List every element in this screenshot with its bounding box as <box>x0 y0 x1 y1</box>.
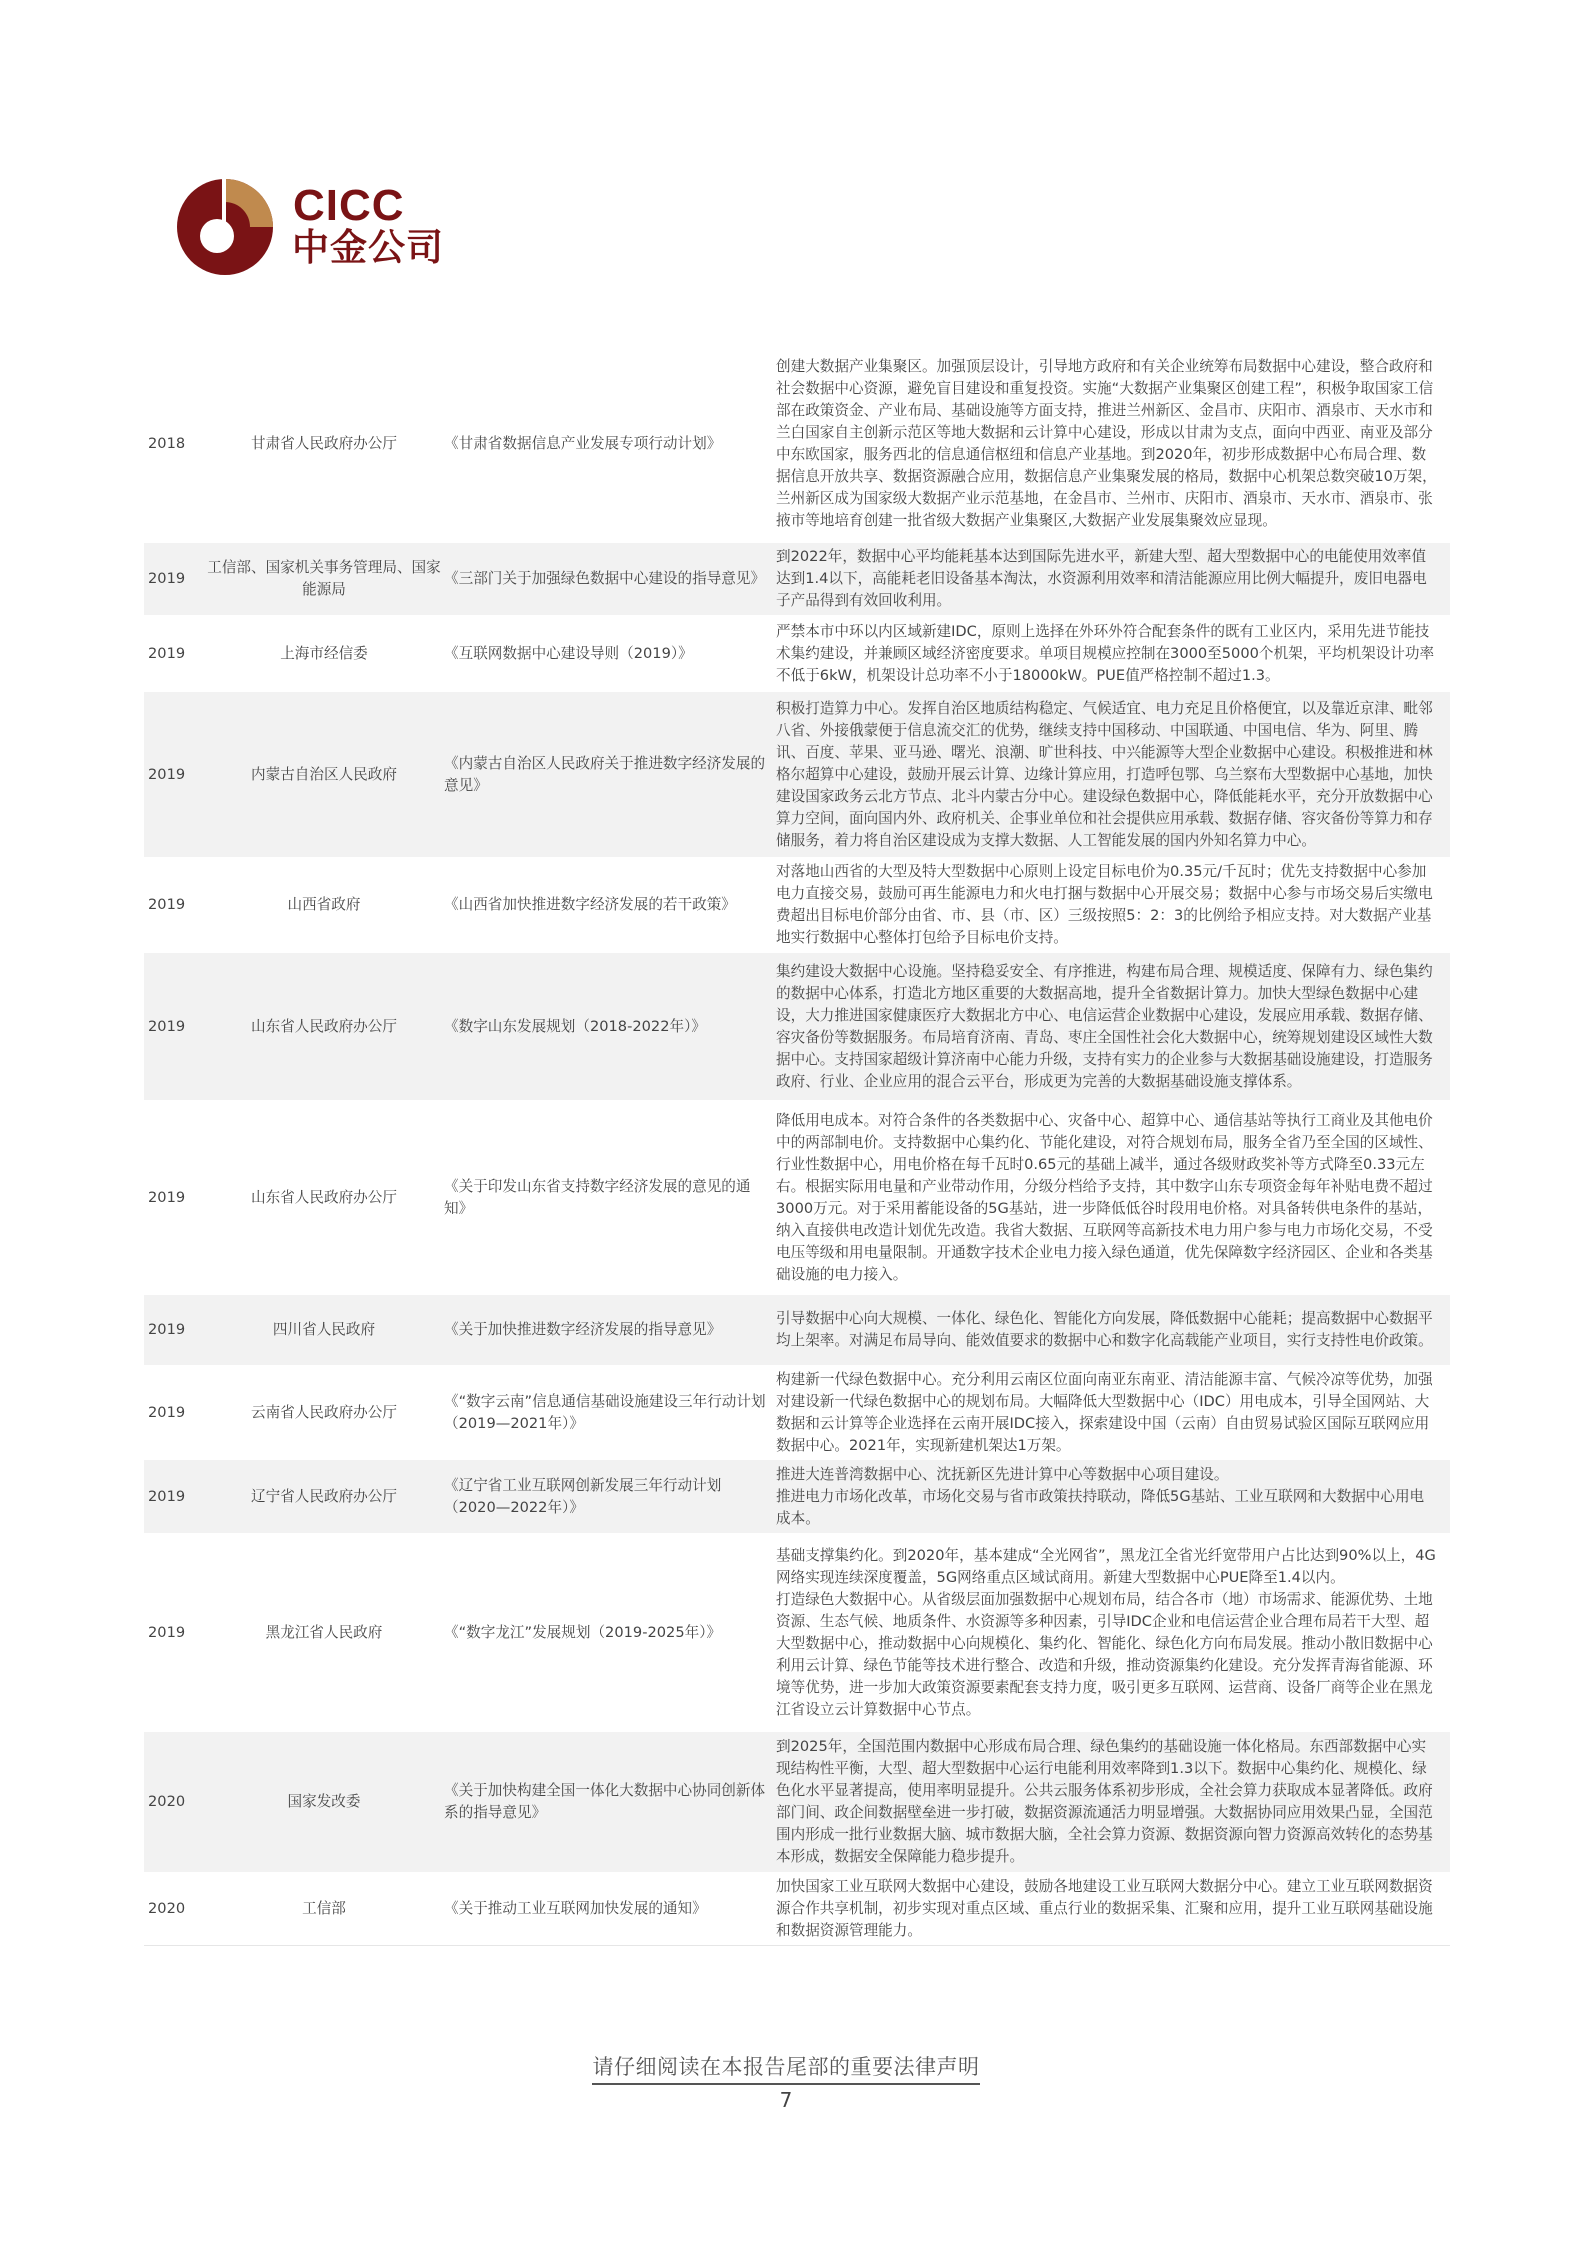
cicc-logo <box>170 170 470 280</box>
year-cell: 2019 <box>148 1017 186 1035</box>
org-cell: 云南省人民政府办公厅 <box>251 1403 397 1421</box>
year-cell: 2020 <box>148 1899 186 1917</box>
year-cell: 2019 <box>148 765 186 783</box>
year-cell: 2019 <box>148 1321 186 1338</box>
document-cell: 《山西省加快推进数字经济发展的若干政策》 <box>444 896 736 913</box>
cicc-logo-mark-icon <box>170 170 280 280</box>
year-cell: 2019 <box>148 1623 186 1641</box>
org-cell: 山东省人民政府办公厅 <box>251 1017 397 1035</box>
page-number: 7 <box>779 2088 793 2112</box>
document-cell: 《关于印发山东省支持数字经济发展的意见的通知》 <box>444 1177 751 1217</box>
policy-table <box>144 345 1450 1946</box>
logo-text-cn: 中金公司 <box>292 226 444 269</box>
table-row <box>144 1533 1450 1732</box>
table-row <box>144 953 1450 1100</box>
table-row <box>144 692 1450 857</box>
org-cell: 黑龙江省人民政府 <box>265 1623 383 1641</box>
year-cell: 2018 <box>148 435 186 452</box>
description-cell: 到2025年，全国范围内数据中心形成布局合理、绿色集约的基础设施一体化格局。东西部数据中心实现结构性平衡，大型、超大型数据中心运行电能利用效率降到1.3以下。数据中心集约化、规模化、绿色化水平显著提高，使用率明显提升。公共云服务体系初步形成，全社会算力获取成本显著降低。政府部门间、政企间数据壁垒进一步打破，数据资源流通活力明显增强。大数据协同应用效果凸显，全国范围内形成一批行业数据大脑、城市数据大脑，全社会算力资源、数据资源向智力资源高效转化的态势基本形成，数据安全保障能力稳步提升。 <box>776 1738 1433 1865</box>
table-row <box>144 543 1450 615</box>
year-cell: 2019 <box>148 896 186 913</box>
year-cell: 2019 <box>148 570 186 587</box>
legal-notice: 请仔细阅读在本报告尾部的重要法律声明 <box>592 2051 980 2085</box>
document-cell: 《关于推动工业互联网加快发展的通知》 <box>444 1899 707 1917</box>
org-cell: 内蒙古自治区人民政府 <box>251 765 397 783</box>
table-row <box>144 1732 1450 1872</box>
table-row <box>144 345 1450 543</box>
document-cell: 《数字山东发展规划（2018-2022年）》 <box>444 1017 706 1035</box>
org-cell: 辽宁省人民政府办公厅 <box>251 1487 397 1505</box>
document-cell: 《甘肃省数据信息产业发展专项行动计划》 <box>444 435 722 452</box>
description-cell: 引导数据中心向大规模、一体化、绿色化、智能化方向发展，降低数据中心能耗；提高数据中心数据平均上架率。对满足布局导向、能效值要求的数据中心和数字化高载能产业项目，实行支持性电价政策。 <box>776 1310 1433 1349</box>
table-row <box>144 1460 1450 1533</box>
description-cell: 推进大连普湾数据中心、沈抚新区先进计算中心等数据中心项目建设。 推进电力市场化改革，市场化交易与省市政策扶持联动，降低5G基站、工业互联网和大数据中心用电成本。 <box>776 1465 1425 1527</box>
table-row <box>144 615 1450 692</box>
org-cell: 工信部、国家机关事务管理局、国家能源局 <box>207 559 441 598</box>
description-cell: 加快国家工业互联网大数据中心建设，鼓励各地建设工业互联网大数据分中心。建立工业互联网数据资源合作共享机制，初步实现对重点区域、重点行业的数据采集、汇聚和应用，提升工业互联网基础设施和数据资源管理能力。 <box>776 1877 1433 1939</box>
year-cell: 2019 <box>148 1487 186 1505</box>
document-cell: 《互联网数据中心建设导则（2019）》 <box>444 644 693 662</box>
year-cell: 2019 <box>148 1188 186 1206</box>
table-row <box>144 1100 1450 1295</box>
table-row <box>144 1295 1450 1365</box>
document-cell: 《关于加快构建全国一体化大数据中心协同创新体系的指导意见》 <box>444 1782 766 1821</box>
table-row <box>144 1872 1450 1945</box>
description-cell: 集约建设大数据中心设施。坚持稳妥安全、有序推进，构建布局合理、规模适度、保障有力、绿色集约的数据中心体系，打造北方地区重要的大数据高地，提升全省数据计算力。加快大型绿色数据中心建设，大力推进国家健康医疗大数据北方中心、电信运营企业数据中心建设，发展应用承载、数据存储、容灾备份等数据服务。布局培育济南、青岛、枣庄全国性社会化大数据中心，统筹规划建设区域性大数据中心。支持国家超级计算济南中心能力升级，支持有实力的企业参与大数据基础设施建设，打造服务政府、行业、企业应用的混合云平台，形成更为完善的大数据基础设施支撑体系。 <box>776 962 1433 1090</box>
document-cell: 《关于加快推进数字经济发展的指导意见》 <box>444 1321 722 1338</box>
logo-text-en: CICC <box>293 181 405 230</box>
description-cell: 创建大数据产业集聚区。加强顶层设计，引导地方政府和有关企业统筹布局数据中心建设，整合政府和社会数据中心资源，避免盲目建设和重复投资。实施“大数据产业集聚区创建工程”，积极争取国家工信部在政策资金、产业布局、基础设施等方面支持，推进兰州新区、金昌市、庆阳市、酒泉市、天水市和兰白国家自主创新示范区等地大数据和云计算中心建设，形成以甘肃为支点，面向中西亚、南亚及部分中东欧国家，服务西北的信息通信枢纽和信息产业基地。到2020年，初步形成数据中心布局合理、数据信息开放共享、数据资源融合应用，数据信息产业集聚发展的格局，数据中心机架总数突破10万架，兰州新区成为国家级大数据产业示范基地，在金昌市、兰州市、庆阳市、酒泉市、天水市、酒泉市、张掖市等地培育创建一批省级大数据产业集聚区,大数据产业发展集聚效应显现。 <box>776 358 1437 529</box>
org-cell: 甘肃省人民政府办公厅 <box>251 435 397 452</box>
year-cell: 2020 <box>148 1793 186 1810</box>
org-cell: 上海市经信委 <box>280 644 368 662</box>
table-row <box>144 857 1450 953</box>
document-cell: 《“数字龙江”发展规划（2019-2025年）》 <box>444 1623 722 1641</box>
table-row <box>144 1365 1450 1460</box>
description-cell: 构建新一代绿色数据中心。充分利用云南区位面向南亚东南亚、清洁能源丰富、气候冷凉等优势，加强对建设新一代绿色数据中心的规划布局。大幅降低大型数据中心（IDC）用电成本，引导全国网站、大数据和云计算等企业选择在云南开展IDC接入，探索建设中国（云南）自由贸易试验区国际互联网应用数据中心。2021年，实现新建机架达1万架。 <box>776 1370 1433 1454</box>
document-cell: 《辽宁省工业互联网创新发展三年行动计划（2020—2022年）》 <box>444 1476 722 1516</box>
year-cell: 2019 <box>148 1403 186 1421</box>
description-cell: 基础支撑集约化。到2020年，基本建成“全光网省”，黑龙江全省光纤宽带用户占比达到90%以上，4G网络实现连续深度覆盖，5G网络重点区域试商用。新建大型数据中心PUE降至1.4以内。 打造绿色大数据中心。从省级层面加强数据中心规划布局，结合各市（地）市场需求、能源优势、土地资源、生态气候、地质条件、水资源等多种因素，引导IDC企业和电信运营企业合理布局若干大型、超大型数据中心，推动数据中心向规模化、集约化、智能化、绿色化方向布局发展。推动小散旧数据中心利用云计算、绿色节能等技术进行整合、改造和升级，推动资源集约化建设。充分发挥青海省能源、环境等优势，进一步加大政策资源要素配套支持力度，吸引更多互联网、运营商、设备厂商等企业在黑龙江省设立云计算数据中心节点。 <box>776 1546 1436 1718</box>
org-cell: 工信部 <box>302 1899 346 1917</box>
org-cell: 四川省人民政府 <box>272 1321 376 1338</box>
description-cell: 到2022年，数据中心平均能耗基本达到国际先进水平，新建大型、超大型数据中心的电能使用效率值达到1.4以下，高能耗老旧设备基本淘汰，水资源利用效率和清洁能源应用比例大幅提升，废旧电器电子产品得到有效回收利用。 <box>776 548 1427 609</box>
org-cell: 国家发改委 <box>287 1793 361 1810</box>
document-cell: 《内蒙古自治区人民政府关于推进数字经济发展的意见》 <box>444 754 766 794</box>
description-cell: 降低用电成本。对符合条件的各类数据中心、灾备中心、超算中心、通信基站等执行工商业及其他电价中的两部制电价。支持数据中心集约化、节能化建设，对符合规划布局，服务全省乃至全国的区域性、行业性数据中心，用电价格在每千瓦时0.65元的基础上减半，通过各级财政奖补等方式降至0.33元左右。根据实际用电量和产业带动作用，分级分档给予支持，其中数字山东专项资金每年补贴电费不超过3000万元。对于采用蓄能设备的5G基站，进一步降低低谷时段用电价格。对具备转供电条件的基站，纳入直接供电改造计划优先改造。我省大数据、互联网等高新技术电力用户参与电力市场化交易，不受电压等级和用电量限制。开通数字技术企业电力接入绿色通道，优先保障数字经济园区、企业和各类基础设施的电力接入。 <box>776 1111 1433 1283</box>
org-cell: 山西省政府 <box>287 896 361 913</box>
org-cell: 山东省人民政府办公厅 <box>251 1188 397 1206</box>
year-cell: 2019 <box>148 644 186 662</box>
description-cell: 积极打造算力中心。发挥自治区地质结构稳定、气候适宜、电力充足且价格便宜，以及靠近京津、毗邻八省、外接俄蒙便于信息流交汇的优势，继续支持中国移动、中国联通、中国电信、华为、阿里、腾讯、百度、苹果、亚马逊、曙光、浪潮、旷世科技、中兴能源等大型企业数据中心建设。积极推进和林格尔超算中心建设，鼓励开展云计算、边缘计算应用，打造呼包鄂、乌兰察布大型数据中心基地，加快建设国家政务云北方节点、北斗内蒙古分中心。建设绿色数据中心，降低能耗水平，充分开放数据中心算力空间，面向国内外、政府机关、企事业单位和社会提供应用承载、数据存储、容灾备份等算力和存储服务，着力将自治区建设成为支撑大数据、人工智能发展的国内外知名算力中心。 <box>776 699 1433 849</box>
document-cell: 《“数字云南”信息通信基础设施建设三年行动计划（2019—2021年）》 <box>444 1392 766 1432</box>
description-cell: 严禁本市中环以内区域新建IDC，原则上选择在外环外符合配套条件的既有工业区内，采用先进节能技术集约建设，并兼顾区域经济密度要求。单项目规模应控制在3000至5000个机架，平均机架设计功率不低于6kW，机架设计总功率不小于18000kW。PUE值严格控制不超过1.3。 <box>776 622 1435 684</box>
document-cell: 《三部门关于加强绿色数据中心建设的指导意见》 <box>444 570 766 587</box>
description-cell: 对落地山西省的大型及特大型数据中心原则上设定目标电价为0.35元/千瓦时；优先支持数据中心参加电力直接交易，鼓励可再生能源电力和火电打捆与数据中心开展交易；数据中心参与市场交易后实缴电费超出目标电价部分由省、市、县（市、区）三级按照5：2：3的比例给予相应支持。对大数据产业基地实行数据中心整体打包给予目标电价支持。 <box>776 863 1433 946</box>
